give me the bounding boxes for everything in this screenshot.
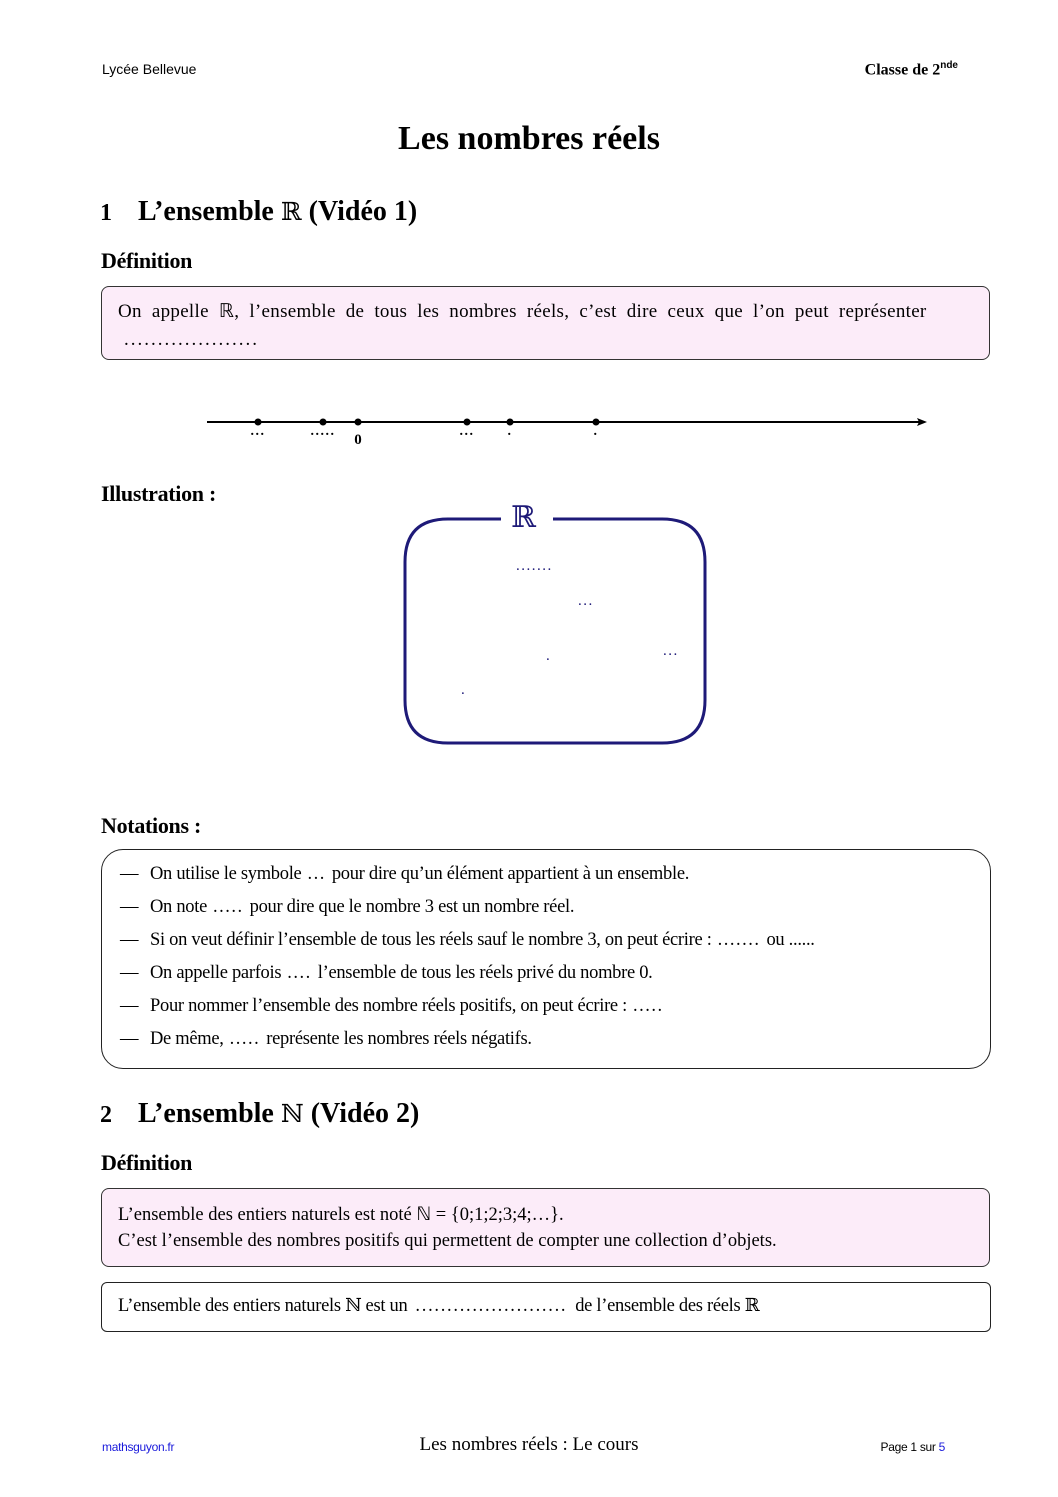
- dash-bullet: —: [120, 996, 139, 1016]
- section-title-after: (Vidéo 2): [303, 1098, 420, 1129]
- section-2-heading: [100, 1098, 419, 1130]
- notation-blank: .....: [633, 996, 664, 1016]
- page-title: Les nombres réels: [398, 120, 660, 157]
- notation-item: [120, 860, 990, 893]
- set-diagram-element: ...: [663, 643, 679, 659]
- notation-blank: .....: [213, 897, 244, 917]
- dash-bullet: —: [120, 864, 139, 884]
- number-line-label: ...: [250, 424, 266, 439]
- number-line-point: [355, 419, 362, 426]
- notation-text: pour dire qu’un élément appartient à un ensemble.: [331, 864, 690, 884]
- property-box: [101, 1282, 991, 1332]
- notation-blank: .....: [229, 1029, 261, 1049]
- set-symbol-n: ℕ: [280, 1099, 304, 1128]
- section-title-after: (Vidéo 1): [301, 196, 418, 227]
- property-before: L’ensemble des entiers naturels: [118, 1296, 346, 1316]
- notation-item: [120, 959, 990, 992]
- definition-2-line1: L’ensemble des entiers naturels est noté ℕ = {0;1;2;3;4;…}.: [118, 1205, 564, 1225]
- notation-text: ou ......: [766, 930, 815, 950]
- footer-site-link[interactable]: mathsguyon.fr: [102, 1440, 175, 1454]
- number-line-axis: [205, 405, 935, 455]
- page-prefix: Page 1 sur: [880, 1440, 939, 1454]
- set-diagram-element: .......: [516, 558, 553, 574]
- footer-title: Les nombres réels : Le cours: [419, 1434, 639, 1455]
- set-diagram: [403, 500, 707, 745]
- illustration-heading: Illustration :: [101, 481, 216, 506]
- number-line: [205, 405, 935, 455]
- notation-text: l’ensemble de tous les réels privé du nombre 0.: [317, 963, 653, 983]
- set-symbol-n: ℕ: [345, 1295, 362, 1316]
- notation-text: pour dire que le nombre 3 est un nombre réel.: [249, 897, 575, 917]
- section-number: 2: [100, 1102, 112, 1128]
- section-1-heading: [100, 196, 417, 228]
- number-line-label: 0: [354, 432, 362, 448]
- number-line-label: ...: [459, 424, 475, 439]
- notation-blank: .......: [717, 930, 761, 950]
- definition-heading-2: Définition: [101, 1150, 193, 1175]
- notations-box: [101, 849, 991, 1069]
- page-total-link[interactable]: 5: [938, 1440, 945, 1454]
- notation-text: On appelle parfois: [150, 963, 282, 983]
- notation-text: De même,: [150, 1029, 224, 1049]
- set-symbol-r: ℝ: [744, 1295, 760, 1316]
- notations-list: [120, 860, 990, 1058]
- definition-2-line2: C’est l’ensemble des nombres positifs qui permettent de compter une collection d’objets.: [118, 1231, 777, 1251]
- dash-bullet: —: [120, 1029, 139, 1049]
- definition-box-2: [101, 1188, 990, 1267]
- header-class-sup: nde: [940, 60, 958, 71]
- notation-item: [120, 926, 990, 959]
- set-diagram-shape: [403, 500, 707, 745]
- definition-blank: ....................: [124, 329, 259, 350]
- header-class: [865, 60, 958, 79]
- notation-text: Si on veut définir l’ensemble de tous les réels sauf le nombre 3, on peut écrire :: [150, 930, 712, 950]
- set-diagram-element: .: [546, 648, 552, 664]
- number-line-label: .: [507, 424, 513, 439]
- property-after: de l’ensemble des réels: [575, 1296, 745, 1316]
- property-blank: ........................: [415, 1296, 568, 1316]
- notation-item: [120, 893, 990, 926]
- notation-text: représente les nombres réels négatifs.: [266, 1029, 532, 1049]
- header-class-prefix: Classe de 2: [864, 61, 941, 79]
- notation-text: On utilise le symbole: [150, 864, 302, 884]
- set-diagram-element: ...: [578, 593, 594, 609]
- definition-heading: Définition: [101, 248, 193, 273]
- dash-bullet: —: [120, 930, 139, 950]
- notations-heading: Notations :: [101, 813, 201, 838]
- section-number: 1: [100, 200, 112, 226]
- notation-blank: ....: [287, 963, 312, 983]
- definition-box: [101, 286, 990, 360]
- set-symbol-r: ℝ: [280, 197, 302, 226]
- header-school: Lycée Bellevue: [102, 61, 197, 77]
- notation-item: [120, 1025, 990, 1058]
- number-line-label: .: [593, 424, 599, 439]
- set-diagram-element: .: [461, 682, 467, 698]
- set-diagram-label: ℝ: [511, 500, 536, 535]
- definition-text: On appelle ℝ, l’ensemble de tous les nombres réels, c’est dire ceux que l’on peut représenter: [118, 301, 927, 322]
- footer-page-number: [881, 1440, 945, 1454]
- dash-bullet: —: [120, 963, 139, 983]
- notation-item: [120, 992, 990, 1025]
- dash-bullet: —: [120, 897, 139, 917]
- section-title-before: L’ensemble: [138, 1098, 281, 1129]
- notation-text: Pour nommer l’ensemble des nombre réels positifs, on peut écrire :: [150, 996, 627, 1016]
- section-title-before: L’ensemble: [138, 196, 281, 227]
- number-line-label: .....: [310, 424, 336, 439]
- property-mid: est un: [361, 1296, 408, 1316]
- notation-text: On note: [150, 897, 207, 917]
- notation-blank: ...: [307, 864, 326, 884]
